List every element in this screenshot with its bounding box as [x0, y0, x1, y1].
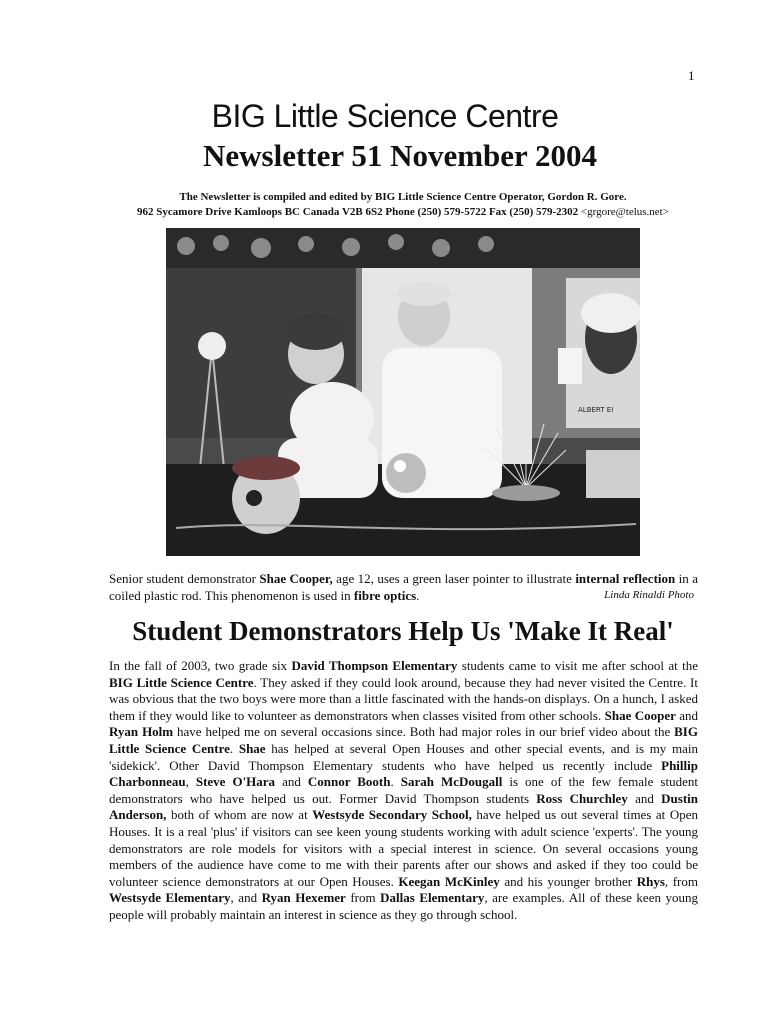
article-bold: Steve O'Hara: [195, 774, 276, 790]
newsletter-issue: Newsletter 51 November 2004: [203, 138, 597, 173]
caption-text: age 12, uses a green laser pointer to illustrate: [332, 571, 576, 586]
article-text: both of whom are now at: [166, 807, 313, 823]
photo-icon: [166, 228, 640, 556]
editor-credit: The Newsletter is compiled and edited by BIG Little Science Centre Operator, Gordon R. Gore.: [179, 191, 627, 203]
article-bold: Ryan Holm: [109, 724, 174, 740]
caption-term: internal reflection: [575, 571, 676, 586]
article-bold: Westsyde Elementary: [109, 890, 231, 906]
article-bold: Phillip Charbonneau: [109, 757, 698, 790]
article-bold: BIG Little Science Centre: [109, 674, 254, 690]
article-bold: Westsyde Secondary School,: [312, 807, 472, 823]
article-text: and: [275, 774, 308, 790]
article-text: .: [390, 774, 401, 790]
article-bold: Sarah McDougall: [400, 774, 503, 790]
article-text: has helped at several Open Houses and other special events, and is my main 'sidekick'. Other David Thompson Elementary students who have helped us recently include: [109, 740, 698, 773]
article-text: is one of the few female student demonstrators who have helped us out. Former David Thompson students: [109, 774, 698, 806]
article-text: and: [675, 707, 699, 723]
article-bold: BIG Little Science Centre: [109, 724, 698, 756]
article-text: , are examples. All of these keen young people will probably maintain an interest in science as they go through school.: [109, 890, 699, 922]
article-bold: Keegan McKinley: [398, 873, 500, 889]
article-heading: Student Demonstrators Help Us 'Make It Real': [132, 616, 674, 646]
article-bold: Shae: [238, 740, 266, 756]
article-bold: David Thompson Elementary: [291, 658, 458, 673]
article-bold: Dallas Elementary: [380, 890, 485, 906]
article-text: and his younger brother: [499, 873, 637, 889]
poster-text: ALBERT EI: [578, 406, 614, 414]
photo-credit: Linda Rinaldi Photo: [604, 589, 694, 601]
article-bold: Rhys: [636, 873, 665, 889]
article-text: have helped us out several times at Open Houses. It is a real 'plus' if visitors can see keen young students working with adult science 'experts'. The young demonstrators are role models for visitors with a special interest in science. On several occasions young members of the audience have come to me with their parents after our shows and asked if they too could be volunteer science demonstrators at our Open Houses.: [109, 807, 698, 889]
article-text: have helped me on several occasions since. Both had major roles in our brief video about the: [173, 724, 675, 740]
caption-name: Shae Cooper,: [259, 571, 333, 586]
credits-block: [0, 190, 770, 220]
newsletter-title: BIG Little Science Centre: [211, 98, 559, 134]
email-address: <grgore@telus.net>: [580, 206, 669, 218]
article-text: , and: [230, 890, 262, 906]
article-text: students came to visit me after school at the: [457, 658, 699, 673]
article-text: from: [345, 890, 381, 906]
caption-text: .: [416, 588, 420, 603]
article-text: . They asked if they could look around, because they had never visited the Centre. It was obvious that the two boys were more than a little fascinated with the hands-on displays. On a hunch, I asked them if they would like to volunteer as demonstrators when classes visited from other schools.: [109, 674, 698, 723]
photo-caption: [109, 570, 698, 604]
caption-text: in a coiled plastic rod. This phenomenon is used in: [109, 571, 698, 603]
demonstration-photo: [166, 228, 640, 556]
article-text: and: [627, 790, 662, 806]
contact-line: [0, 205, 770, 220]
page-number: 1: [688, 68, 695, 83]
article-bold: Connor Booth: [307, 774, 391, 790]
article-text: ,: [185, 774, 196, 790]
article-bold: Ross Churchley: [536, 790, 628, 806]
article-bold: Ryan Hexemer: [261, 890, 346, 906]
article-text: , from: [664, 873, 698, 889]
article-text: In the fall of 2003, two grade six: [109, 658, 292, 673]
address-phone: 962 Sycamore Drive Kamloops BC Canada V2B 6S2 Phone (250) 579-5722 Fax (250) 579-2302: [137, 206, 579, 218]
article-bold: Shae Cooper: [604, 707, 676, 723]
article-body: [109, 658, 698, 924]
article-bold: Dustin Anderson,: [109, 790, 698, 823]
article-text: .: [229, 740, 239, 756]
caption-text: Senior student demonstrator: [109, 571, 260, 586]
caption-term: fibre optics: [353, 588, 417, 603]
